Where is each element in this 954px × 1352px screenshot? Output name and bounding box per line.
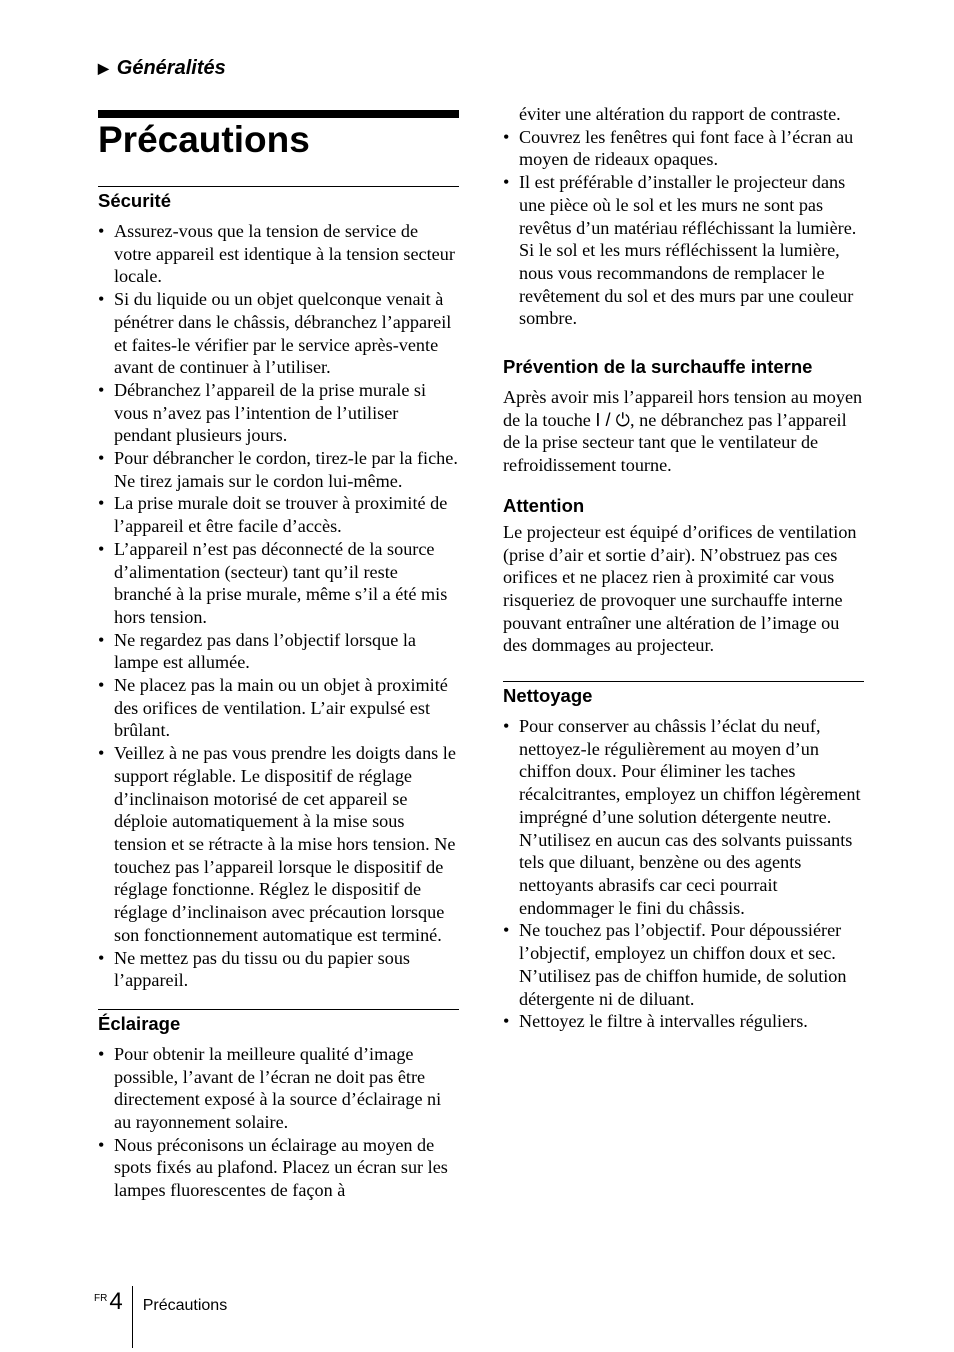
page-title: Précautions [98, 119, 310, 160]
heading-attention: Attention [503, 494, 585, 516]
heading-nettoyage: Nettoyage [503, 685, 593, 707]
title-rule [98, 110, 459, 118]
page-number: 4 [109, 1288, 123, 1315]
list-item: • Nous préconisons un éclairage au moyen de spots fixés au plafond. Placez un écran sur les lampes fluorescentes de façon à [98, 1134, 459, 1202]
triangle-right-icon: ▶ [98, 60, 109, 76]
list-item: • L’appareil n’est pas déconnecté de la source d’alimentation (secteur) tant qu’il reste branché à la prise murale, même s’il a été mis hors tension. [98, 538, 459, 629]
heading-eclairage: Éclairage [98, 1012, 181, 1034]
footer-divider [132, 1286, 133, 1348]
list-item: • Pour débrancher le cordon, tirez-le par la fiche. Ne tirez jamais sur le cordon lui-même. [98, 447, 459, 492]
heading-securite: Sécurité [98, 190, 172, 211]
list-item: • Couvrez les fenêtres qui font face à l’écran au moyen de rideaux opaques. [503, 126, 864, 171]
language-code: FR [94, 1293, 108, 1304]
prevention-text-end: , ne débranchez pas l’appareil de la prise secteur tant que le ventilateur de refroidissement tourne. [503, 409, 847, 476]
list-item: • Débranchez l’appareil de la prise murale si vous n’avez pas l’intention de l’utiliser pendant plusieurs jours. [98, 379, 459, 447]
list-eclairage [98, 1043, 459, 1202]
list-item: • Ne mettez pas du tissu ou du papier sous l’appareil. [98, 947, 459, 992]
list-item: • Pour conserver au châssis l’éclat du neuf, nettoyez-le régulièrement au moyen d’un chiffon doux. Pour éliminer les taches récalcitrantes, employez un chiffon légèrement imprégné d’une solution détergente neutre. N’utilisez en aucun cas des solvants puissants tels que diluant, benzène ou des agents nettoyants abrasifs car ceci pourrait endommager le fini du châssis. [503, 715, 864, 919]
prevention-text-start: Après avoir mis l’appareil hors tension au moyen de la touche [503, 387, 863, 430]
list-item: • Ne touchez pas l’objectif. Pour dépoussiérer l’objectif, employez un chiffon doux et sec. N’utilisez pas de chiffon humide, de solution détergente ni de diluant. [503, 919, 864, 1010]
list-item: • Veillez à ne pas vous prendre les doigts dans le support réglable. Le dispositif de réglage d’inclinaison motorisé de cet appareil se déploie automatiquement à la mise sous tension et se rétracte à la mise hors tension. Ne touchez pas l’appareil lorsque le dispositif de réglage fonctionne. Réglez le dispositif de réglage d’inclinaison avec précaution lorsque son fonctionnement automatique est terminé. [98, 742, 459, 946]
list-item-continued: éviter une altération du rapport de contraste. [519, 104, 841, 124]
right-column [503, 103, 864, 1033]
power-button-icon: I / ⏻ [595, 409, 631, 430]
list-item: • Pour obtenir la meilleure qualité d’image possible, l’avant de l’écran ne doit pas être directement exposé à la source d’éclairage ni au rayonnement solaire. [98, 1043, 459, 1134]
attention-text: Le projecteur est équipé d’orifices de ventilation (prise d’air et sortie d’air). N’obstruez pas ces orifices et ne placez rien à proximité car vous risqueriez de provoquer une surchauffe interne pouvant entraîner une altération de l’image ou des dommages au projecteur. [503, 521, 857, 656]
page-footer [94, 1288, 227, 1348]
left-column [98, 186, 459, 1202]
section-breadcrumb [98, 57, 226, 80]
list-item: • Nettoyez le filtre à intervalles réguliers. [503, 1010, 864, 1033]
list-item: • Ne placez pas la main ou un objet à proximité des orifices de ventilation. L’air expulsé est brûlant. [98, 674, 459, 742]
list-item: • Il est préférable d’installer le projecteur dans une pièce où le sol et les murs ne sont pas revêtus d’un matériau réfléchissant la lumière. Si le sol et les murs réfléchissent la lumière, nous vous recommandons de remplacer le revêtement du sol et des murs par une couleur sombre. [503, 171, 864, 330]
list-item: • Assurez-vous que la tension de service de votre appareil est identique à la tension secteur locale. [98, 220, 459, 288]
heading-prevention: Prévention de la surchauffe interne [503, 356, 813, 378]
list-item: • Ne regardez pas dans l’objectif lorsque la lampe est allumée. [98, 629, 459, 674]
list-item: • La prise murale doit se trouver à proximité de l’appareil et être facile d’accès. [98, 492, 459, 537]
list-item: • Si du liquide ou un objet quelconque venait à pénétrer dans le châssis, débranchez l’appareil et faites-le vérifier par le service après-vente avant de continuer à l’utiliser. [98, 288, 459, 379]
prevention-text [503, 386, 864, 477]
list-nettoyage [503, 715, 864, 1033]
footer-section-label: Précautions [142, 1297, 228, 1314]
list-eclairage-continued [503, 103, 864, 330]
section-label: Généralités [116, 57, 226, 79]
list-securite [98, 220, 459, 992]
